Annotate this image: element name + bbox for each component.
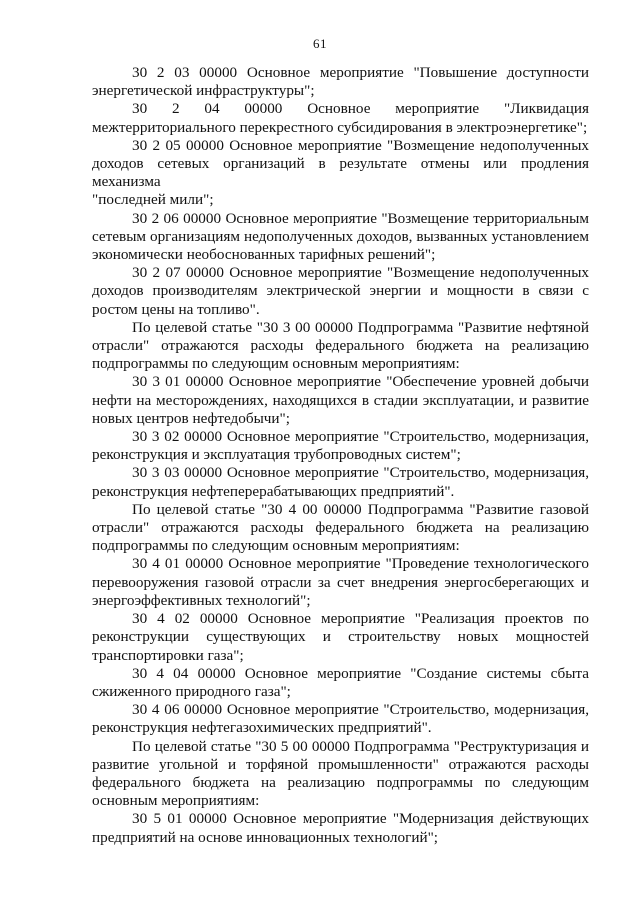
text-line: отрасли" отражаются расходы федерального бюджета на реализацию — [92, 519, 589, 537]
text-line: 30 4 02 00000 Основное мероприятие "Реализация проектов по — [132, 610, 589, 628]
text-line: По целевой статье "30 3 00 00000 Подпрограмма "Развитие нефтяной — [132, 318, 589, 336]
paragraph — [92, 610, 589, 665]
text-line: 30 2 05 00000 Основное мероприятие "Возмещение недополученных — [132, 136, 589, 154]
text-line: 30 4 01 00000 Основное мероприятие "Проведение технологического — [132, 555, 589, 573]
text-line: основным мероприятиям: — [92, 792, 260, 810]
paragraph — [92, 137, 589, 210]
paragraph — [92, 210, 589, 265]
text-line: подпрограммы по следующим основным мероприятиям: — [92, 537, 460, 555]
paragraph — [92, 264, 589, 319]
text-line: 30 2 03 00000 Основное мероприятие "Повышение доступности — [132, 64, 589, 81]
text-line: 30 4 04 00000 Основное мероприятие "Создание системы сбыта — [132, 664, 589, 682]
paragraph — [92, 738, 589, 811]
paragraph — [92, 501, 589, 556]
paragraph — [92, 555, 589, 610]
text-line: федерального бюджета на реализацию подпрограммы по следующим — [92, 773, 589, 791]
text-line: 30 2 07 00000 Основное мероприятие "Возмещение недополученных — [132, 264, 589, 282]
paragraph — [92, 100, 589, 136]
text-line: По целевой статье "30 5 00 00000 Подпрограмма "Реструктуризация и — [132, 737, 589, 755]
paragraph — [92, 64, 589, 100]
text-line: сетевым организациям недополученных доходов, вызванных установлением — [92, 227, 589, 245]
text-line: межтерриториального перекрестного субсидирования в электроэнергетике"; — [92, 118, 588, 136]
paragraph — [92, 319, 589, 374]
text-line: реконструкция нефтеперерабатывающих предприятий". — [92, 482, 455, 500]
text-line: нефти на месторождениях, находящихся в стадии эксплуатации, и развитие — [92, 391, 589, 409]
text-line: реконструкция нефтегазохимических предприятий". — [92, 719, 432, 737]
text-line: сжиженного природного газа"; — [92, 682, 291, 700]
text-line: 30 3 02 00000 Основное мероприятие "Строительство, модернизация, — [132, 428, 589, 446]
text-line: 30 3 01 00000 Основное мероприятие "Обеспечение уровней добычи — [132, 373, 589, 391]
text-line: доходов сетевых организаций в результате отмены или продления механизма — [92, 155, 589, 191]
text-line: 30 3 03 00000 Основное мероприятие "Строительство, модернизация, — [132, 464, 589, 482]
text-line: экономически необоснованных тарифных решений"; — [92, 246, 436, 264]
paragraph — [92, 373, 589, 428]
text-line: 30 4 06 00000 Основное мероприятие "Строительство, модернизация, — [132, 701, 589, 719]
text-line: "последней мили"; — [92, 191, 214, 209]
text-line: предприятий на основе инновационных технологий"; — [92, 828, 438, 846]
text-line: развитие угольной и торфяной промышленности" отражаются расходы — [92, 755, 589, 773]
paragraph — [92, 701, 589, 737]
page-number: 61 — [313, 36, 327, 51]
text-line: реконструкции существующих и строительству новых мощностей — [92, 628, 589, 646]
text-line: энергоэффективных технологий"; — [92, 591, 311, 609]
text-line: подпрограммы по следующим основным мероприятиям: — [92, 355, 460, 373]
text-line: новых центров нефтедобычи"; — [92, 409, 290, 427]
text-line: доходов производителям электрической энергии и мощности в связи с — [92, 282, 589, 300]
text-line: 30 2 06 00000 Основное мероприятие "Возмещение территориальным — [132, 209, 589, 227]
document-body — [92, 64, 589, 847]
text-line: транспортировки газа"; — [92, 646, 244, 664]
paragraph — [92, 810, 589, 846]
text-line: отрасли" отражаются расходы федерального бюджета на реализацию — [92, 337, 589, 355]
text-line: перевооружения газовой отрасли за счет внедрения энергосберегающих и — [92, 573, 589, 591]
text-line: 30 5 01 00000 Основное мероприятие "Модернизация действующих — [132, 810, 589, 828]
text-line: энергетической инфраструктуры"; — [92, 82, 315, 100]
text-line: ростом цены на топливо". — [92, 300, 260, 318]
paragraph — [92, 428, 589, 464]
text-line: 30 2 04 00000 Основное мероприятие "Ликвидация — [132, 100, 589, 118]
paragraph — [92, 665, 589, 701]
paragraph — [92, 464, 589, 500]
text-line: По целевой статье "30 4 00 00000 Подпрограмма "Развитие газовой — [132, 500, 589, 518]
text-line: реконструкция и эксплуатация трубопроводных систем"; — [92, 446, 461, 464]
